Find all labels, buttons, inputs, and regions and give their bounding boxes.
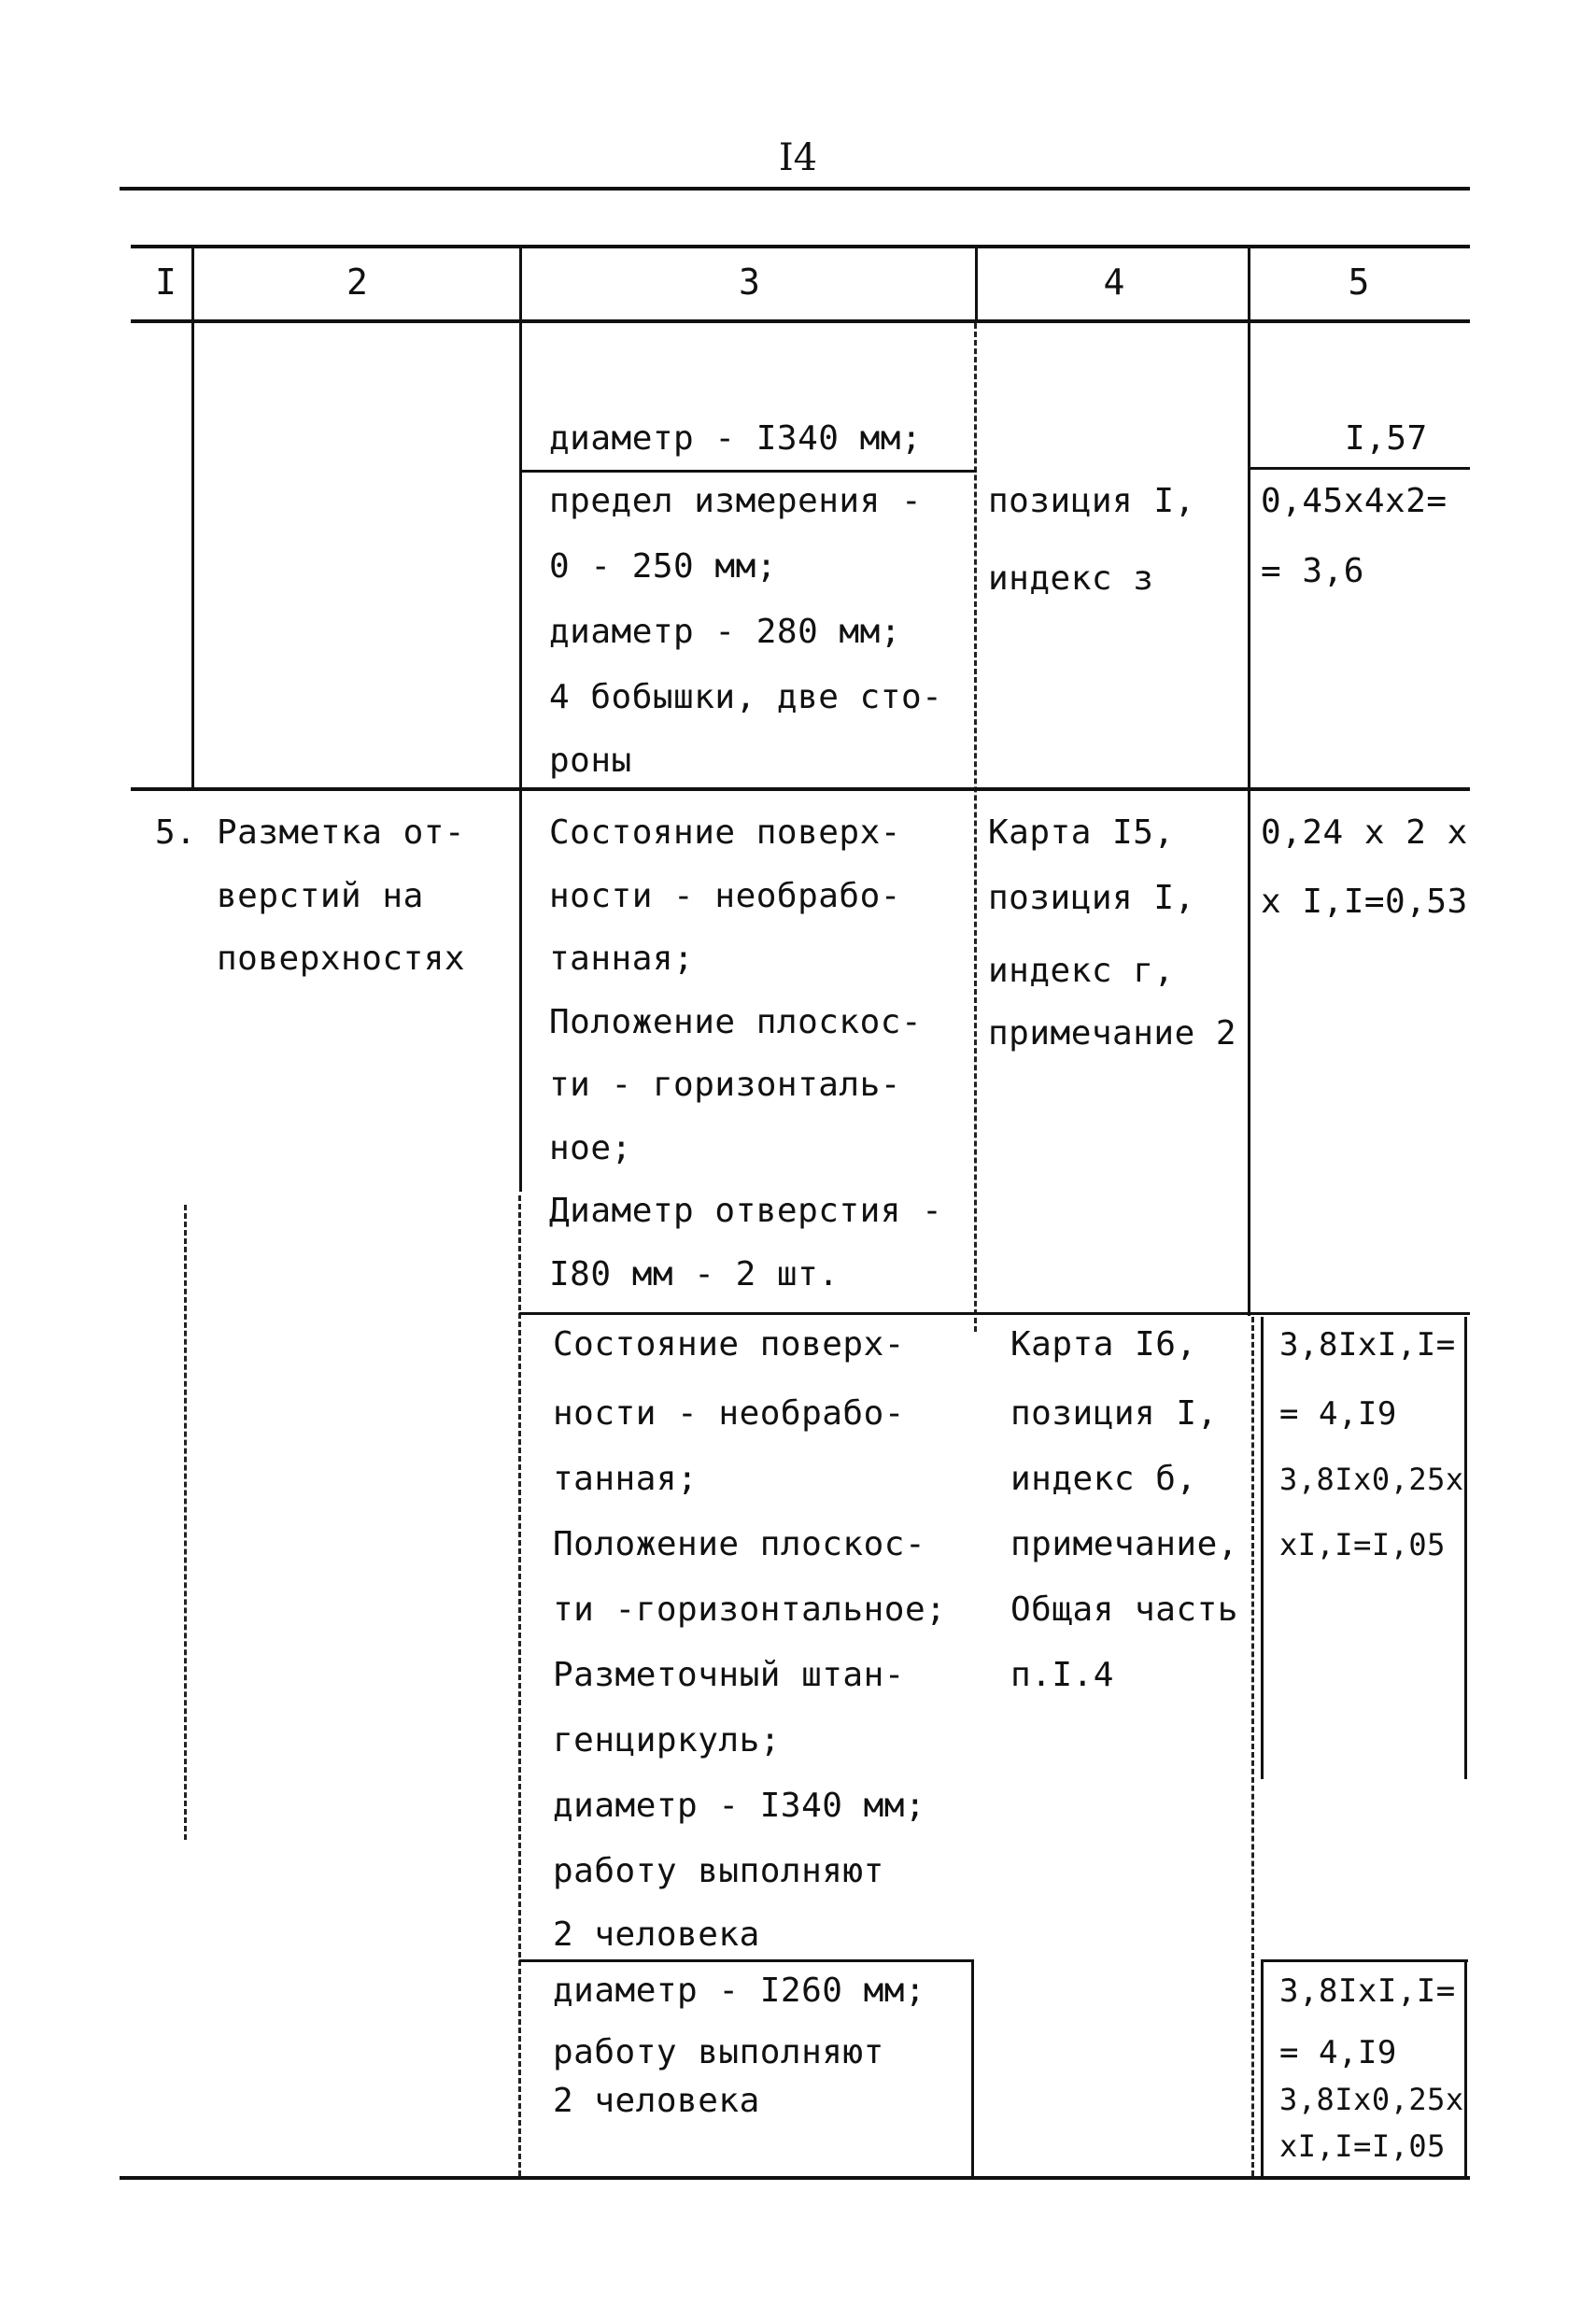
page-number: I4 <box>778 136 818 179</box>
col-divider-4 <box>1248 247 1250 1316</box>
block-a-col3-line-7: Диаметр отверстия - <box>549 1192 943 1230</box>
row-5-col2-line-2: верстий на <box>217 877 424 915</box>
row-5-col2-line-3: поверхностях <box>217 940 466 978</box>
col5-box-c-left <box>1261 1961 1264 2176</box>
row-5-col2-line-1: Разметка от- <box>217 813 466 852</box>
block-b-col3-line-10: 2 человека <box>553 1915 760 1954</box>
col-divider-2 <box>519 247 522 788</box>
block-b-col4-line-1: Карта I6, <box>1010 1325 1197 1364</box>
block-b-col3-line-5: ти -горизонтальное; <box>553 1590 947 1629</box>
block-c-col5-line-2: = 4,I9 <box>1279 2034 1397 2071</box>
block-b-col4-line-3: индекс б, <box>1010 1460 1197 1498</box>
row-top-col3-line-3: 0 - 250 мм; <box>549 547 777 586</box>
block-b-col3-line-1: Состояние поверх- <box>553 1325 905 1364</box>
row-top-col3-line-4: диаметр - 280 мм; <box>549 613 901 651</box>
row-top-col5-line-2: 0,45х4х2= <box>1261 482 1448 520</box>
block-a-col3-line-4: Положение плоскос- <box>549 1003 923 1041</box>
block-b-col4-line-6: п.I.4 <box>1010 1656 1114 1694</box>
block-a-col4-line-3: индекс г, <box>988 952 1175 990</box>
header-col-5: 5 <box>1348 261 1370 303</box>
header-col-1: I <box>155 261 177 303</box>
col-divider-1 <box>191 247 194 788</box>
block-a-col4-line-1: Карта I5, <box>988 813 1175 852</box>
col-divider-1-lower-dashed <box>184 1205 187 1840</box>
block-b-col4-line-2: позиция I, <box>1010 1394 1218 1433</box>
header-col-3: 3 <box>739 261 760 303</box>
cell-line-diameter <box>519 470 977 473</box>
block-c-col5-line-4: хI,I=I,05 <box>1279 2128 1446 2164</box>
block-a-col3-line-2: ности - необрабо- <box>549 877 901 915</box>
block-a-col5-line-1: 0,24 х 2 х <box>1261 813 1468 852</box>
row-top-col3-line-2: предел измерения - <box>549 482 923 520</box>
block-b-col5-line-1: 3,8IхI,I= <box>1279 1326 1456 1364</box>
table-bottom-line <box>120 2176 1470 2180</box>
col5-box-c-top <box>1261 1959 1468 1962</box>
block-b-col3-line-6: Разметочный штан- <box>553 1656 905 1694</box>
header-bottom-line <box>131 319 1470 323</box>
header-col-2: 2 <box>346 261 368 303</box>
block-b-col3-line-4: Положение плоскос- <box>553 1525 926 1563</box>
block-a-col3-line-1: Состояние поверх- <box>549 813 901 852</box>
block-c-col5-line-3: 3,8Iх0,25х <box>1279 2082 1464 2117</box>
block-c-col3-line-3: 2 человека <box>553 2082 760 2120</box>
cell-line-col5-top <box>1248 467 1470 470</box>
block-b-col4-line-4: примечание, <box>1010 1525 1238 1563</box>
block-a-col3-line-5: ти - горизонталь- <box>549 1066 901 1104</box>
block-separator-c <box>519 1959 974 1962</box>
block-b-col3-line-7: генциркуль; <box>553 1721 781 1760</box>
block-c-col3-line-1: диаметр - I260 мм; <box>553 1972 926 2010</box>
block-b-col5-line-3: 3,8Iх0,25х <box>1279 1462 1464 1497</box>
block-a-col3-line-6: ное; <box>549 1129 632 1167</box>
block-b-col4-line-5: Общая часть <box>1010 1590 1238 1629</box>
block-b-col5-line-4: хI,I=I,05 <box>1279 1527 1446 1562</box>
col-divider-2-lower <box>519 790 522 1192</box>
col5-box-c-right <box>1464 1961 1467 2176</box>
block-a-col4-line-4: примечание 2 <box>988 1014 1237 1053</box>
col-divider-3-bottom <box>971 1961 974 2176</box>
row-top-col5-line-3: = 3,6 <box>1261 552 1364 590</box>
block-separator-b <box>519 1312 1470 1315</box>
header-col-4: 4 <box>1103 261 1125 303</box>
block-c-col3-line-2: работу выполняют <box>553 2033 884 2071</box>
col-divider-2-lower-dashed <box>518 1195 521 2176</box>
block-b-col5-line-2: = 4,I9 <box>1279 1395 1397 1433</box>
col-divider-3 <box>975 247 978 321</box>
block-a-col3-line-3: танная; <box>549 940 695 978</box>
block-c-col5-line-1: 3,8IхI,I= <box>1279 1972 1456 2010</box>
row-5-number: 5. <box>155 813 197 852</box>
block-b-col3-line-9: работу выполняют <box>553 1852 884 1890</box>
col5-box-b-left <box>1261 1317 1264 1779</box>
row-top-col3-line-6: роны <box>549 742 632 780</box>
block-b-col3-line-3: танная; <box>553 1460 699 1498</box>
block-b-col3-line-8: диаметр - I340 мм; <box>553 1787 926 1825</box>
block-a-col5-line-2: х I,I=0,53 <box>1261 883 1468 921</box>
top-rule <box>120 187 1470 191</box>
col-divider-3-dashed <box>974 323 977 1332</box>
block-a-col4-line-2: позиция I, <box>988 879 1195 917</box>
row-separator-5 <box>131 787 1470 791</box>
col5-box-b-right <box>1464 1317 1467 1779</box>
block-b-col3-line-2: ности - необрабо- <box>553 1394 905 1433</box>
row-top-col5-line-1: I,57 <box>1345 419 1428 458</box>
row-top-col4-line-1: позиция I, <box>988 482 1195 520</box>
col-divider-4-lower-dashed <box>1251 1317 1254 2176</box>
row-top-col3-line-5: 4 бобышки, две сто- <box>549 678 943 716</box>
row-top-col3-line-1: диаметр - I340 мм; <box>549 419 923 458</box>
row-top-col4-line-2: индекс з <box>988 559 1154 598</box>
header-top-line <box>131 245 1470 248</box>
block-a-col3-line-8: I80 мм - 2 шт. <box>549 1255 840 1293</box>
